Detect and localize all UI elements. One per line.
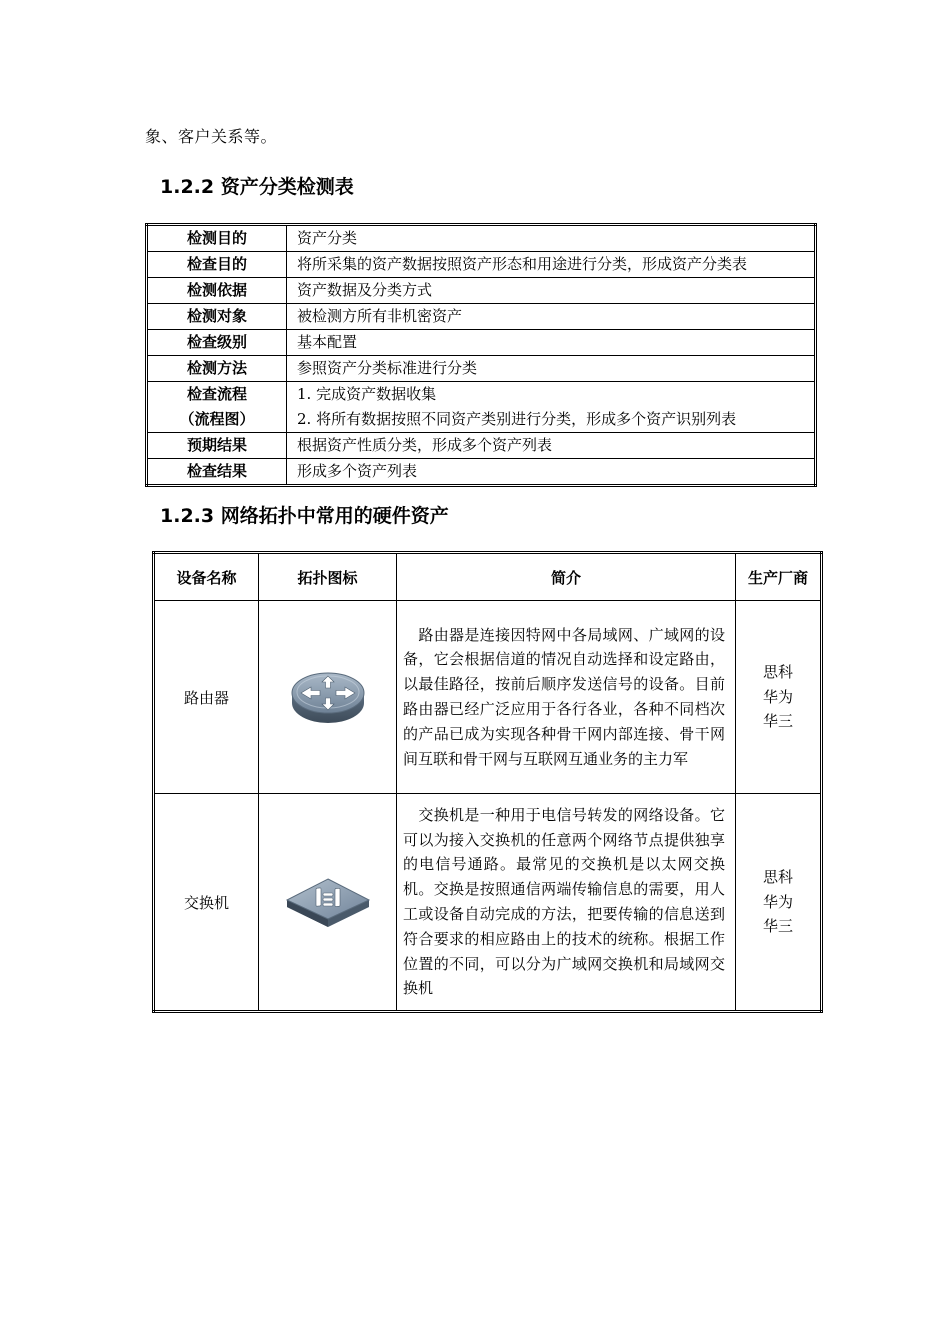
row-key: 检查结果 (147, 459, 287, 486)
table-row (147, 304, 816, 330)
row-key: 检测对象 (147, 304, 287, 330)
router-icon (289, 663, 367, 727)
column-header-description: 简介 (397, 553, 736, 601)
device-icon-cell (259, 601, 397, 794)
table-row-switch (154, 794, 822, 1012)
device-icon-cell (259, 794, 397, 1012)
section-heading-asset-classification: 1.2.2 资产分类检测表 (160, 176, 354, 198)
continuation-text: 象、客户关系等。 (145, 127, 278, 146)
manufacturer: 华为 (762, 892, 793, 911)
hardware-assets-table (152, 551, 823, 1013)
row-value: 根据资产性质分类，形成多个资产列表 (287, 433, 816, 459)
manufacturer: 华三 (762, 712, 793, 731)
flow-key-line1: 检查流程 (186, 385, 247, 403)
row-key: 预期结果 (147, 433, 287, 459)
device-name: 交换机 (154, 794, 259, 1012)
manufacturer: 华三 (762, 917, 793, 936)
flow-key (147, 382, 287, 433)
column-header-manufacturer: 生产厂商 (736, 553, 822, 601)
flow-step-2: 2. 将所有数据按照不同资产类别进行分类，形成多个资产识别列表 (297, 410, 737, 428)
row-value: 资产数据及分类方式 (287, 278, 816, 304)
device-description: 交换机是一种用于电信号转发的网络设备。它可以为接入交换机的任意两个网络节点提供独享的电信号通路。最常见的交换机是以太网交换机。交换是按照通信两端传输信息的需要，用人工或设备自动完成的方法，把要传输的信息送到符合要求的相应路由上的技术的统称。根据工作位置的不同，可以分为广域网交换机和局域网交换机 (397, 794, 736, 1012)
table-row (147, 252, 816, 278)
section-heading-hardware-assets: 1.2.3 网络拓扑中常用的硬件资产 (160, 505, 449, 527)
row-value: 基本配置 (287, 330, 816, 356)
flow-step-1: 1. 完成资产数据收集 (297, 385, 437, 403)
asset-classification-table (145, 223, 817, 487)
column-header-topology-icon: 拓扑图标 (259, 553, 397, 601)
table-row (147, 225, 816, 252)
flow-key-line2: （流程图） (179, 410, 255, 428)
table-row-flow (147, 382, 816, 433)
row-key: 检查目的 (147, 252, 287, 278)
table-row (147, 356, 816, 382)
row-value: 被检测方所有非机密资产 (287, 304, 816, 330)
row-key: 检测依据 (147, 278, 287, 304)
row-key: 检测目的 (147, 225, 287, 252)
device-description: 路由器是连接因特网中各局域网、广域网的设备，它会根据信道的情况自动选择和设定路由，以最佳路径，按前后顺序发送信号的设备。目前路由器已经广泛应用于各行各业，各种不同档次的产品已成为实现各种骨干网内部连接、骨干网间互联和骨干网与互联网互通业务的主力军 (397, 601, 736, 794)
device-manufacturers (736, 794, 822, 1012)
row-value: 将所采集的资产数据按照资产形态和用途进行分类，形成资产分类表 (287, 252, 816, 278)
column-header-device-name: 设备名称 (154, 553, 259, 601)
table-row (147, 330, 816, 356)
manufacturer: 思科 (762, 868, 793, 887)
switch-icon (285, 867, 371, 933)
manufacturer: 华为 (762, 687, 793, 706)
row-key: 检测方法 (147, 356, 287, 382)
row-value: 资产分类 (287, 225, 816, 252)
row-value: 形成多个资产列表 (287, 459, 816, 486)
flow-steps (287, 382, 816, 433)
table-row (147, 278, 816, 304)
manufacturer: 思科 (762, 663, 793, 682)
row-key: 检查级别 (147, 330, 287, 356)
device-manufacturers (736, 601, 822, 794)
table-row (147, 459, 816, 486)
table-row-router (154, 601, 822, 794)
row-value: 参照资产分类标准进行分类 (287, 356, 816, 382)
table-row (147, 433, 816, 459)
device-name: 路由器 (154, 601, 259, 794)
table-header-row (154, 553, 822, 601)
